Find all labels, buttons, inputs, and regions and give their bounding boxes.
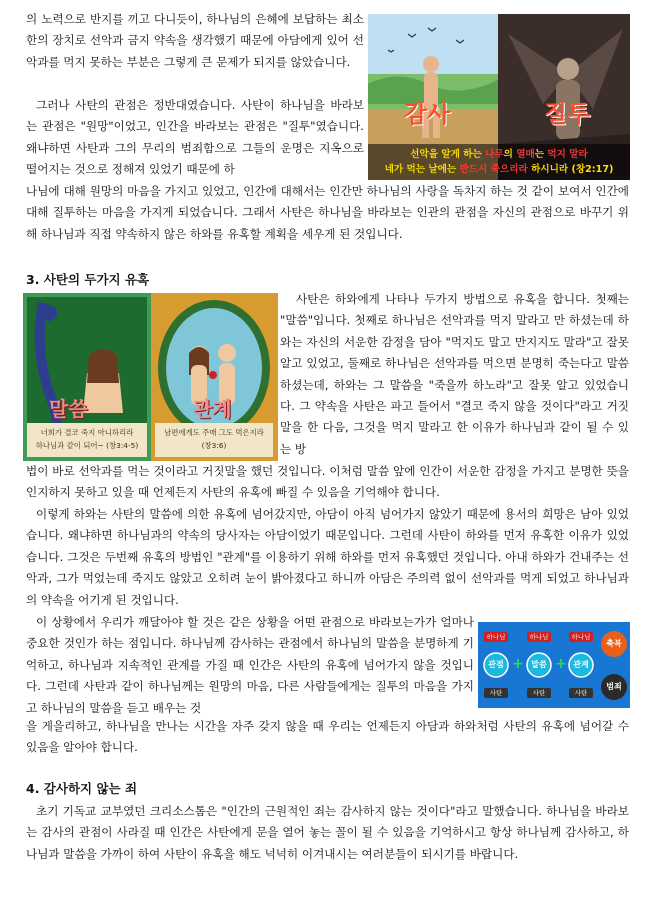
section-3-paragraph-1-side: 사탄은 하와에게 나타나 두가지 방법으로 유혹을 합니다. 첫째는 "말씀"입니다. 첫째로 하나님은 선악과를 먹지 말라고 만 하셨는데 하와는 자신의 서운한 감정을 담아 "먹지도 말고 만지지도 말라"고 잘못 알고 있었고, 둘째로 하나님은 선악과를 먹으면 분명히 죽는다고 말씀하셨는데, 하와는 그 말씀을 "죽을까 하노라"고 잘못 알고 있었습니다. 그 약속을 사탄은 파고 들어서 "결코 죽지 않을 것이다"라고 거짓말을 한 다음, 그것을 먹지 말라고 한 이유가 하나님과 같이 될 수 있는 방 <box>280 292 629 456</box>
section-4-heading: 4. 감사하지 않는 죄 <box>26 781 138 796</box>
intro-paragraph-2-bottom: 나님에 대해 원망의 마음을 가지고 있었고, 인간에 대해서는 인간만 하나님의 사랑을 독차지 하는 것 같이 보여서 인간에 대해 질투하는 마음을 가지게 되었습니다. 그래서 사탄은 하나님을 바라보는 인관의 관점을 자신의 관점으로 바꾸기 위해 하나님과 직접 약속하지 않은 하와를 유혹할 계획을 세우게 된 것입니다. <box>26 184 629 241</box>
perspective-word-relationship-diagram <box>478 622 630 708</box>
figure2-caption-left <box>27 426 147 452</box>
figure2-label-relationship: 관계 <box>193 397 232 421</box>
diagram-circle-word: 말씀 <box>531 660 547 669</box>
section-4-paragraph: 초기 기독교 교부였던 크리소스톰은 "인간의 근원적인 죄는 감사하지 않는 것이다"라고 말했습니다. 하나님을 바라보는 감사의 관점이 사라질 때 인간은 사탄에게 문을 열어 놓는 꼴이 될 수 있음을 기억하시고 항상 하나님께 감사하고, 하나님과 말씀을 가까이 하여 사탄이 유혹을 해도 넉넉히 이겨내시는 여러분들이 되시기를 바랍니다. <box>26 804 629 861</box>
section-3-paragraph-3-side: 이 상황에서 우리가 깨달아야 할 것은 같은 상황을 어떤 관점으로 바라보는가가 얼마나 중요한 것인가 하는 점입니다. 하나님께 감사하는 관점에서 하나님의 말씀을 분명하게 기억하고, 하나님과 지속적인 관계를 가질 때 인간은 사탄의 유혹에 넘어가지 않을 것입니다. 그런데 사탄과 같이 하나님께는 원망의 마음, 다른 사람들에게는 질투의 마음을 가지고 하나님의 말씀을 듣고 배우는 것 <box>26 615 474 715</box>
section-3-paragraph-3-full: 을 게을리하고, 하나님을 만나는 시간을 자주 갖지 않을 때 우리는 언제든지 아담과 하와처럼 사탄의 유혹에 넘어갈 수 있음을 알아야 합니다. <box>26 719 629 755</box>
diagram-result-sin: 범죄 <box>606 682 622 691</box>
caption-highlight: 열매 <box>516 149 535 160</box>
diagram-bottom-label-3: 사탄 <box>574 689 588 697</box>
caption-text: 하시니라 (창2:17) <box>527 164 614 175</box>
section-3-paragraph-2: 이렇게 하와는 사탄의 말씀에 의한 유혹에 넘어갔지만, 아담이 아직 넘어가지 않았기 때문에 용서의 희망은 남아 있었습니다. 왜냐하면 하나님과의 약속의 당사자는 아담이었기 때문입니다. 그런데 사탄이 하와를 먼저 유혹한 이유가 있었습니다. 그것은 두번째 유혹의 방법인 "관계"를 이용하기 위해 하와를 먼저 유혹했던 것입니다. 아내 하와가 건내주는 선악과, 그가 먹었는데 죽지도 않았고 오히려 눈이 밝아졌다고 하니까 아담은 주의력 없이 선악과를 먹게 되었고 하나님과의 약속을 어기게 된 것입니다. <box>26 507 629 607</box>
diagram-plus-2: + <box>555 656 567 672</box>
caption-line: (창3:6) <box>201 441 227 450</box>
diagram-result-blessing: 축복 <box>606 639 622 648</box>
caption-line: 하나님과 같이 되어~ (창3:4-5) <box>35 441 139 450</box>
caption-text: 네가 먹는 날에는 <box>384 164 460 175</box>
caption-text: 는 <box>534 149 548 160</box>
diagram-circle-relationship: 관계 <box>573 660 589 669</box>
diagram-plus-1: + <box>512 656 524 672</box>
figure1-caption <box>368 147 630 177</box>
section-3-paragraph-1-full: 법이 바로 선악과를 먹는 것이라고 거짓말을 했던 것입니다. 이처럼 말씀 앞에 인간이 서운한 감정을 가지고 분명한 뜻을 인지하지 못하고 있을 때 언제든지 사탄의 유혹에 빠질 수 있음을 기억해야 합니다. <box>26 464 629 500</box>
section-3-heading: 3. 사탄의 두가지 유혹 <box>26 272 150 287</box>
diagram-bottom-label-1: 사탄 <box>489 689 503 697</box>
intro-paragraph-2-top: 그러나 사탄의 관점은 정반대였습니다. 사탄이 하나님을 바라보는 관점은 "원망"이었고, 인간을 바라보는 관점은 "질투"였습니다. 왜냐하면 사탄과 그의 무리의 범죄함으로 그들의 운명은 지옥으로 떨어지는 것으로 정해져 있었기 때문에 하 <box>26 98 364 177</box>
diagram-bottom-label-2: 사탄 <box>532 689 546 697</box>
caption-highlight: 먹지 말라 <box>547 149 588 160</box>
figure1-caption-line2 <box>368 162 630 177</box>
diagram-top-label-1: 하나님 <box>486 633 506 641</box>
diagram-circle-perspective: 관점 <box>488 660 504 669</box>
figure1-caption-line1 <box>368 147 630 162</box>
figure1-label-gratitude: 감사 <box>404 100 451 128</box>
caption-text: 의 <box>503 149 517 160</box>
caption-line: 남편에게도 주매 그도 먹은지라 <box>164 428 264 437</box>
caption-highlight: 반드시 죽으리라 <box>459 164 528 175</box>
caption-line: 너희가 결코 죽지 아니하리라 <box>40 428 134 437</box>
word-relationship-figure <box>23 293 278 461</box>
caption-highlight: 나무 <box>485 149 504 160</box>
figure2-label-word: 말씀 <box>49 397 88 421</box>
figure1-label-jealousy: 질투 <box>544 100 591 128</box>
diagram-top-label-3: 하나님 <box>571 633 591 641</box>
figure2-caption-right <box>155 426 273 452</box>
gratitude-jealousy-figure <box>368 14 630 180</box>
intro-paragraph-1: 의 노력으로 반지를 끼고 다니듯이, 하나님의 은혜에 보답하는 최소한의 장치로 선악과 금지 약속을 생각했기 때문에 아담에게 있어 선악과를 먹지 못하는 부분은 그렇게 큰 문제가 되지를 않았습니다. <box>26 12 364 69</box>
diagram-top-label-2: 하나님 <box>529 633 549 641</box>
caption-text: 선악을 알게 하는 <box>410 149 486 160</box>
